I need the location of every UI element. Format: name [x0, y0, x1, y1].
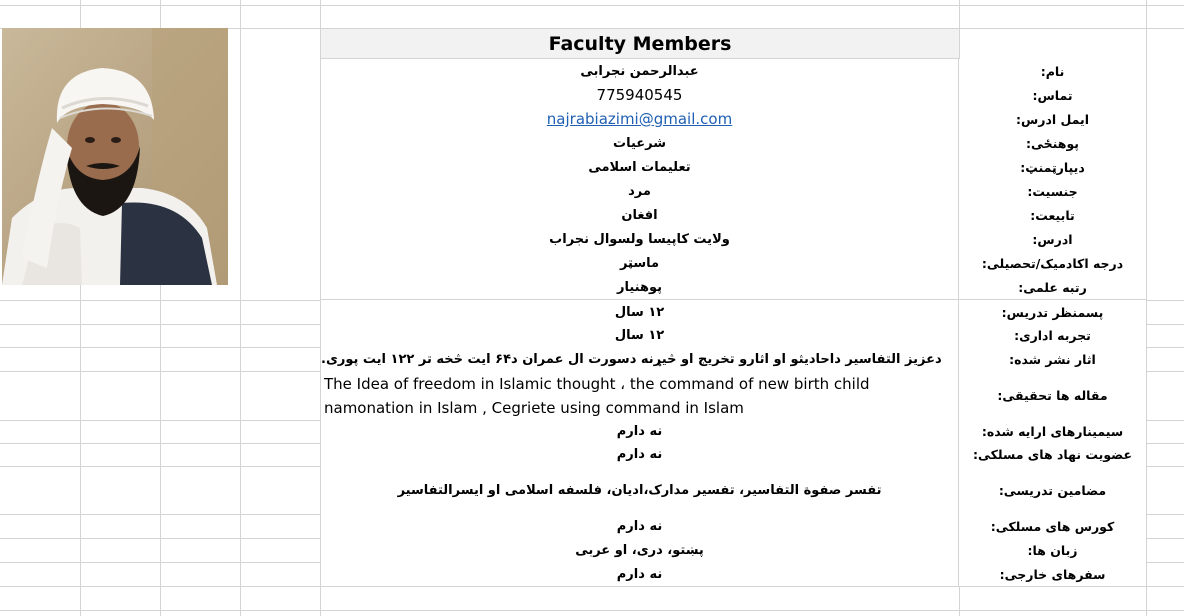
field-row-name — [321, 59, 1146, 84]
field-row-department — [321, 155, 1146, 180]
field-row-faculty — [321, 131, 1146, 156]
name-value: عبدالرحمن نجرابی — [321, 59, 959, 83]
admin-experience-value: ۱۲ سال — [321, 324, 959, 347]
field-row-email — [321, 107, 1146, 132]
field-row-teaching-subjects — [321, 466, 1146, 515]
field-row-research-articles — [321, 371, 1146, 421]
gender-label: جنسیت: — [1027, 183, 1078, 199]
field-row-seminars — [321, 420, 1146, 444]
professional-courses-label: کورس های مسلکی: — [990, 518, 1115, 534]
admin-experience-label: تجربه اداری: — [1014, 328, 1091, 343]
research-articles-value: The Idea of freedom in Islamic thought ، the command of new birth child namonation in Islam , Cegriete using command in Islam — [321, 371, 959, 420]
research-articles-label: مقاله ها تحقیقی: — [997, 388, 1108, 403]
email-label: ایمل ادرس: — [1016, 111, 1090, 127]
email-value[interactable]: najrabiazimi@gmail.com — [321, 107, 959, 131]
nationality-label: تابیعت: — [1030, 207, 1075, 223]
seminars-label: سیمینارهای ارایه شده: — [981, 424, 1124, 439]
languages-value: پښتو، دری، او عربی — [321, 538, 959, 562]
department-label: دیپارټمنټ: — [1020, 159, 1085, 175]
professional-memberships-label: عضویت نهاد های مسلکی: — [972, 447, 1133, 462]
academic-rank-value: پوهنیار — [321, 275, 959, 299]
field-row-published-works — [321, 347, 1146, 372]
faculty-label: پوهنځی: — [1026, 135, 1079, 151]
seminars-value: نه دارم — [321, 420, 959, 443]
field-row-address — [321, 227, 1146, 252]
teaching-subjects-label: مضامین تدریسی: — [998, 482, 1107, 498]
gender-value: مرد — [321, 179, 959, 203]
teaching-background-label: پسمنظر تدریس: — [1001, 304, 1104, 320]
field-row-teaching-background — [321, 300, 1146, 325]
field-row-gender — [321, 179, 1146, 204]
field-row-professional-courses — [321, 514, 1146, 539]
field-row-foreign-travels — [321, 562, 1146, 587]
academic-degree-value: ماسټر — [321, 251, 959, 275]
academic-rank-label: رتبه علمی: — [1018, 279, 1087, 295]
languages-label: زبان ها: — [1027, 542, 1078, 558]
name-label: نام: — [1040, 63, 1065, 79]
faculty-value: شرعیات — [321, 131, 959, 155]
field-row-languages — [321, 538, 1146, 563]
field-row-contact — [321, 83, 1146, 108]
faculty-photo — [2, 28, 228, 285]
page-title: Faculty Members — [321, 29, 959, 59]
department-value: تعلیمات اسلامی — [321, 155, 959, 179]
foreign-travels-value: نه دارم — [321, 562, 959, 586]
foreign-travels-label: سفرهای خارجی: — [999, 566, 1106, 582]
published-works-label: اثار نشر شده: — [1009, 351, 1096, 367]
contact-label: تماس: — [1032, 87, 1073, 103]
published-works-value: دعزیز التفاسیر داحادیثو او اثارو تخریج او څیړنه دسورت ال عمران د۶۴ ایت څخه تر ۱۲۲ ایت پوری. — [321, 347, 959, 371]
teaching-subjects-value: تفسر صفوة التفاسیر، تفسیر مدارک،ادیان، فلسفه اسلامی او ایسرالتفاسیر — [321, 466, 959, 514]
address-label: ادرس: — [1032, 231, 1073, 247]
field-row-professional-memberships — [321, 443, 1146, 467]
field-row-academic-rank — [321, 275, 1146, 300]
teaching-background-value: ۱۲ سال — [321, 300, 959, 324]
field-row-academic-degree — [321, 251, 1146, 276]
field-row-admin-experience — [321, 324, 1146, 348]
professional-memberships-value: نه دارم — [321, 443, 959, 466]
field-row-nationality — [321, 203, 1146, 228]
contact-value: 775940545 — [321, 83, 959, 107]
professional-courses-value: نه دارم — [321, 514, 959, 538]
academic-degree-label: درجه اکادمیک/تحصیلی: — [981, 255, 1124, 271]
address-value: ولایت کاپیسا ولسوال نجراب — [321, 227, 959, 251]
nationality-value: افغان — [321, 203, 959, 227]
